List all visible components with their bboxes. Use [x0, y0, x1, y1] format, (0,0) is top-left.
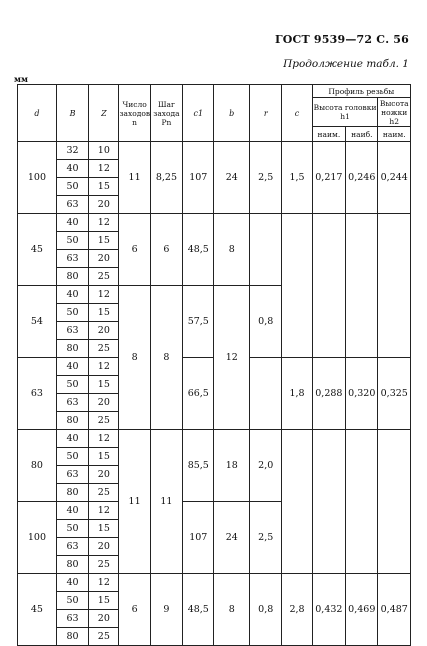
- cell-pn: 9: [150, 574, 182, 646]
- cell-n: 8: [119, 286, 150, 430]
- table-row: [18, 430, 411, 448]
- cell-h1-max: 0,320: [346, 358, 378, 430]
- cell-B: 80: [56, 268, 88, 286]
- cell-B: 50: [56, 448, 88, 466]
- table-row: [18, 574, 411, 592]
- cell-h2: 0,487: [378, 574, 411, 646]
- cell-c-empty: [282, 214, 312, 358]
- cell-c: 1,8: [282, 358, 312, 430]
- col-h1-max: наиб.: [346, 127, 378, 142]
- cell-r: 2,0: [250, 430, 282, 502]
- cell-r: 0,8: [250, 286, 282, 358]
- cell-Z: 25: [89, 484, 119, 502]
- cell-d: 63: [18, 358, 57, 430]
- cell-c1: 48,5: [183, 574, 214, 646]
- cell-B: 50: [56, 178, 88, 196]
- cell-r: 2,5: [250, 142, 282, 214]
- cell-B: 50: [56, 232, 88, 250]
- cell-B: 40: [56, 160, 88, 178]
- cell-Z: 15: [89, 232, 119, 250]
- col-b: b: [214, 85, 250, 142]
- col-dedendum: Высота ножки h2: [379, 98, 409, 126]
- cell-B: 80: [56, 340, 88, 358]
- cell-Z: 20: [89, 610, 119, 628]
- cell-Z: 15: [89, 592, 119, 610]
- cell-B: 80: [56, 412, 88, 430]
- cell-B: 40: [56, 502, 88, 520]
- spec-table: [17, 84, 411, 646]
- cell-B: 63: [56, 538, 88, 556]
- cell-h1-min: 0,217: [312, 142, 345, 214]
- cell-n: 11: [119, 430, 150, 574]
- cell-r-empty: [250, 214, 282, 286]
- cell-B: 40: [56, 358, 88, 376]
- col-Z: Z: [89, 85, 119, 142]
- cell-h2: 0,244: [378, 142, 411, 214]
- cell-B: 50: [56, 304, 88, 322]
- cell-h1-min: 0,288: [312, 358, 345, 430]
- cell-d: 80: [18, 430, 57, 502]
- col-r: r: [250, 85, 282, 142]
- cell-Z: 12: [89, 430, 119, 448]
- cell-Z: 25: [89, 628, 119, 646]
- cell-B: 63: [56, 610, 88, 628]
- cell-h1-max-empty: [346, 430, 378, 574]
- col-number-of-starts: Число заходов n: [119, 85, 150, 142]
- cell-Z: 25: [89, 268, 119, 286]
- cell-Z: 12: [89, 160, 119, 178]
- cell-h2: 0,325: [378, 358, 411, 430]
- cell-B: 40: [56, 430, 88, 448]
- cell-Z: 25: [89, 340, 119, 358]
- cell-Z: 20: [89, 538, 119, 556]
- cell-c1: 57,5: [183, 286, 214, 358]
- cell-Z: 12: [89, 358, 119, 376]
- cell-Z: 20: [89, 196, 119, 214]
- cell-b: 8: [214, 574, 250, 646]
- cell-c1: 107: [183, 142, 214, 214]
- cell-d: 100: [18, 142, 57, 214]
- cell-B: 63: [56, 250, 88, 268]
- table-row: [18, 214, 411, 232]
- table-continuation-caption: Продолжение табл. 1: [283, 58, 409, 70]
- col-addendum: Высота головки h1: [312, 98, 378, 127]
- cell-c: 1,5: [282, 142, 312, 214]
- col-B: B: [56, 85, 88, 142]
- col-h1-min: наим.: [312, 127, 345, 142]
- cell-Z: 12: [89, 502, 119, 520]
- cell-h1-max: 0,469: [346, 574, 378, 646]
- cell-d: 54: [18, 286, 57, 358]
- cell-B: 50: [56, 520, 88, 538]
- cell-pn: 11: [150, 430, 182, 574]
- cell-B: 40: [56, 214, 88, 232]
- cell-pn: 8: [150, 286, 182, 430]
- cell-Z: 25: [89, 412, 119, 430]
- cell-B: 32: [56, 142, 88, 160]
- cell-h1-min-empty: [312, 214, 345, 358]
- cell-Z: 20: [89, 250, 119, 268]
- page-header: ГОСТ 9539—72 С. 56: [274, 33, 409, 46]
- cell-B: 40: [56, 286, 88, 304]
- cell-b: 24: [214, 502, 250, 574]
- col-d: d: [18, 85, 57, 142]
- cell-h1-min: 0,432: [312, 574, 345, 646]
- cell-b: 18: [214, 430, 250, 502]
- cell-Z: 20: [89, 466, 119, 484]
- col-lead: Шаг захода Pn: [150, 85, 182, 142]
- cell-r: 0,8: [250, 574, 282, 646]
- cell-c1: 48,5: [183, 214, 214, 286]
- cell-d: 45: [18, 214, 57, 286]
- cell-Z: 12: [89, 286, 119, 304]
- cell-c-empty: [282, 430, 312, 574]
- cell-b: 12: [214, 286, 250, 430]
- cell-Z: 10: [89, 142, 119, 160]
- cell-Z: 15: [89, 448, 119, 466]
- cell-B: 63: [56, 394, 88, 412]
- cell-Z: 20: [89, 394, 119, 412]
- cell-n: 6: [119, 574, 150, 646]
- cell-B: 80: [56, 628, 88, 646]
- cell-pn: 6: [150, 214, 182, 286]
- cell-Z: 15: [89, 178, 119, 196]
- cell-B: 63: [56, 466, 88, 484]
- cell-h1-max: 0,246: [346, 142, 378, 214]
- unit-label: мм: [14, 74, 28, 84]
- cell-n: 11: [119, 142, 150, 214]
- cell-c1: 107: [183, 502, 214, 574]
- cell-Z: 20: [89, 322, 119, 340]
- cell-n: 6: [119, 214, 150, 286]
- cell-Z: 25: [89, 556, 119, 574]
- cell-r: 2,5: [250, 502, 282, 574]
- cell-h2-empty: [378, 430, 411, 574]
- cell-pn: 8,25: [150, 142, 182, 214]
- cell-Z: 15: [89, 304, 119, 322]
- cell-c1: 66,5: [183, 358, 214, 430]
- cell-Z: 15: [89, 520, 119, 538]
- cell-h2-empty: [378, 214, 411, 358]
- col-thread-profile: Профиль резьбы: [312, 85, 410, 98]
- cell-B: 50: [56, 376, 88, 394]
- cell-Z: 15: [89, 376, 119, 394]
- cell-B: 63: [56, 322, 88, 340]
- cell-c1: 85,5: [183, 430, 214, 502]
- cell-b: 24: [214, 142, 250, 214]
- col-h2-min: наим.: [378, 127, 411, 142]
- cell-B: 40: [56, 574, 88, 592]
- cell-d: 100: [18, 502, 57, 574]
- col-c1: c1: [183, 85, 214, 142]
- cell-c: 2,8: [282, 574, 312, 646]
- cell-b: 8: [214, 214, 250, 286]
- cell-B: 63: [56, 196, 88, 214]
- cell-Z: 12: [89, 214, 119, 232]
- cell-Z: 12: [89, 574, 119, 592]
- cell-d: 45: [18, 574, 57, 646]
- cell-r-empty: [250, 358, 282, 430]
- cell-B: 80: [56, 556, 88, 574]
- cell-h1-max-empty: [346, 214, 378, 358]
- cell-h1-min-empty: [312, 430, 345, 574]
- cell-B: 50: [56, 592, 88, 610]
- cell-B: 80: [56, 484, 88, 502]
- col-c: c: [282, 85, 312, 142]
- table-row: [18, 142, 411, 160]
